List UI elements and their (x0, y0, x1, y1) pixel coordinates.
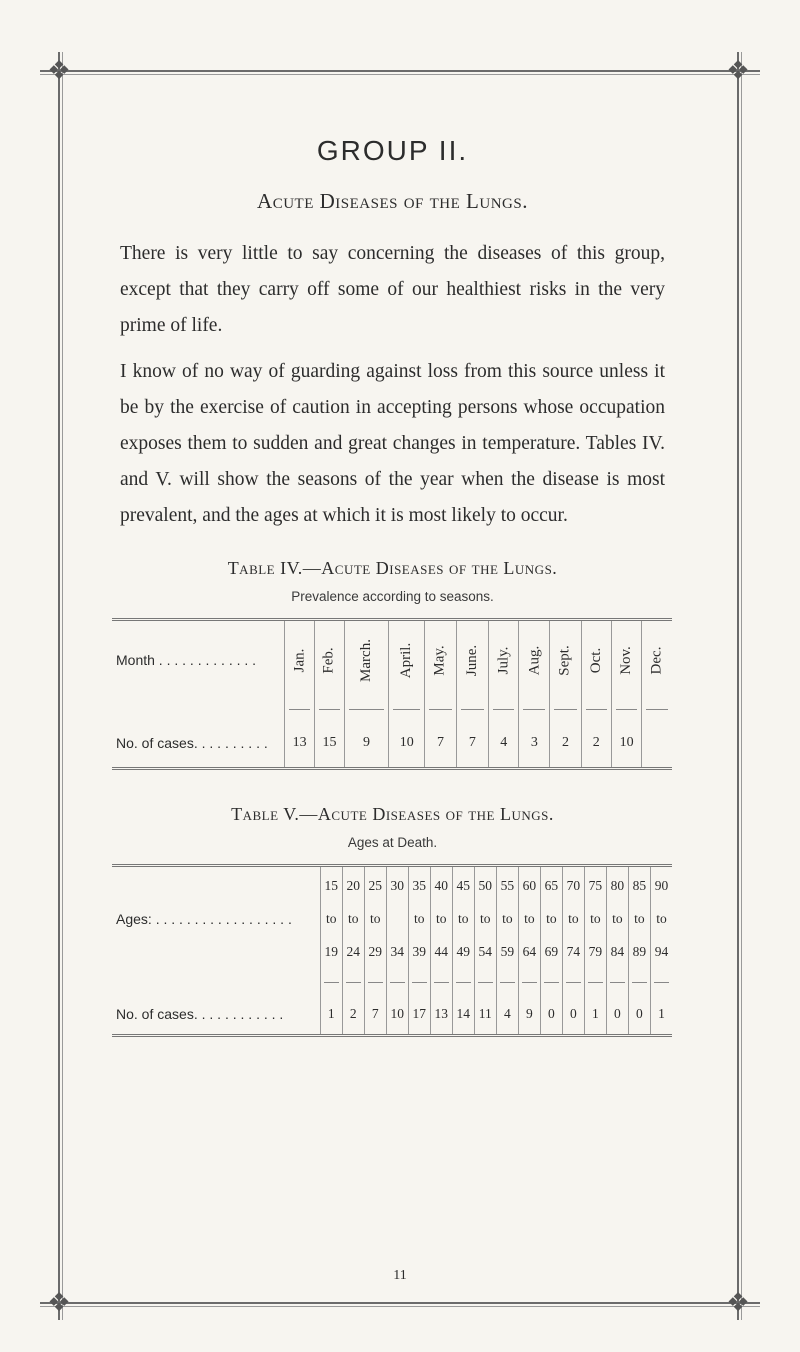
age-to: 54 (474, 932, 496, 972)
case-count: 7 (456, 719, 488, 769)
month-header: June. (456, 620, 488, 700)
age-to-word: to (474, 906, 496, 932)
age-to: 94 (650, 932, 672, 972)
month-header: July. (488, 620, 519, 700)
case-count (642, 719, 672, 769)
age-to-word: to (606, 906, 628, 932)
age-to-word: to (408, 906, 430, 932)
case-count: 2 (581, 719, 611, 769)
case-count: 4 (488, 719, 519, 769)
age-from: 50 (474, 866, 496, 906)
age-to-word: to (320, 906, 342, 932)
case-count: 0 (606, 994, 628, 1036)
case-count: 10 (611, 719, 642, 769)
ornament-corner-icon: ❖ (47, 1288, 71, 1318)
case-count: 10 (386, 994, 408, 1036)
case-count: 2 (550, 719, 581, 769)
age-from: 60 (518, 866, 540, 906)
month-header: May. (425, 620, 456, 700)
case-count: 7 (425, 719, 456, 769)
case-count: 1 (650, 994, 672, 1036)
case-count: 13 (285, 719, 315, 769)
age-from: 30 (386, 866, 408, 906)
case-count: 10 (388, 719, 424, 769)
month-header: Nov. (611, 620, 642, 700)
case-count: 1 (320, 994, 342, 1036)
age-from: 20 (342, 866, 364, 906)
age-to: 64 (518, 932, 540, 972)
month-header: Dec. (642, 620, 672, 700)
table-v-subtitle: Ages at Death. (347, 835, 438, 850)
paragraph: I know of no way of guarding against loss from this source unless it be by the exercise of caution in accepting persons whose occupation exposes them to sudden and great changes in temperature. Tables IV. and V. will show the seasons of the year when the disease is most prevalent, and the ages at which it is most likely to occur. (120, 361, 665, 526)
table-v-title: Table V.—Acute Diseases of the Lungs. (231, 804, 554, 824)
case-count: 17 (408, 994, 430, 1036)
age-from: 65 (540, 866, 562, 906)
age-to-word: to (430, 906, 452, 932)
age-from: 55 (496, 866, 518, 906)
age-to: 39 (408, 932, 430, 972)
age-to-word: to (540, 906, 562, 932)
month-header: March. (345, 620, 389, 700)
age-to: 84 (606, 932, 628, 972)
table-v (112, 864, 672, 1037)
age-from: 45 (452, 866, 474, 906)
row-label-cases: No. of cases. . . . . . . . . . . . (116, 1005, 284, 1022)
ornament-corner-icon: ❖ (47, 56, 71, 86)
frame-left-rule (58, 52, 63, 1320)
age-from: 80 (606, 866, 628, 906)
case-count: 15 (314, 719, 344, 769)
ornament-corner-icon: ❖ (726, 56, 750, 86)
ornament-corner-icon: ❖ (726, 1288, 750, 1318)
case-count: 0 (628, 994, 650, 1036)
age-to-word: to (584, 906, 606, 932)
age-from: 35 (408, 866, 430, 906)
month-header: Feb. (314, 620, 344, 700)
table-iv-title: Table IV.—Acute Diseases of the Lungs. (227, 558, 558, 578)
frame-top-rule (40, 70, 760, 75)
age-to-word: to (518, 906, 540, 932)
case-count: 3 (519, 719, 550, 769)
age-to-word: to (342, 906, 364, 932)
row-label-cases: No. of cases. . . . . . . . . . (116, 735, 268, 751)
row-label-month: Month . . . . . . . . . . . . . (116, 652, 257, 668)
case-count: 14 (452, 994, 474, 1036)
age-from: 75 (584, 866, 606, 906)
age-to-word: to (452, 906, 474, 932)
age-from: 25 (364, 866, 386, 906)
age-from: 90 (650, 866, 672, 906)
case-count: 1 (584, 994, 606, 1036)
table-iv (112, 618, 672, 770)
case-count: 11 (474, 994, 496, 1036)
age-to: 74 (562, 932, 584, 972)
case-count: 13 (430, 994, 452, 1036)
age-to-word (386, 906, 408, 932)
age-to: 44 (430, 932, 452, 972)
paragraph: There is very little to say concerning the diseases of this group, except that they carry off some of our healthiest risks in the very prime of life. (120, 243, 665, 336)
frame-right-rule (737, 52, 742, 1320)
case-count: 9 (345, 719, 389, 769)
page-number: 11 (393, 1268, 407, 1283)
age-from: 40 (430, 866, 452, 906)
month-header: Aug. (519, 620, 550, 700)
age-from: 70 (562, 866, 584, 906)
case-count: 0 (562, 994, 584, 1036)
age-to-word: to (562, 906, 584, 932)
age-to-word: to (628, 906, 650, 932)
age-from: 85 (628, 866, 650, 906)
age-to-word: to (364, 906, 386, 932)
age-to: 29 (364, 932, 386, 972)
age-to: 69 (540, 932, 562, 972)
month-header: Jan. (285, 620, 315, 700)
month-header: Oct. (581, 620, 611, 700)
case-count: 7 (364, 994, 386, 1036)
month-header: April. (388, 620, 424, 700)
group-heading: GROUP II. (316, 135, 469, 166)
table-iv-subtitle: Prevalence according to seasons. (291, 589, 494, 604)
age-to: 24 (342, 932, 364, 972)
section-title: Acute Diseases of the Lungs. (257, 189, 528, 213)
month-header: Sept. (550, 620, 581, 700)
age-to: 19 (320, 932, 342, 972)
case-count: 0 (540, 994, 562, 1036)
row-label-ages: Ages: . . . . . . . . . . . . . . . . . . (116, 910, 292, 927)
page-content (116, 135, 669, 1037)
age-to: 59 (496, 932, 518, 972)
frame-bottom-rule (40, 1302, 760, 1307)
age-to-word: to (650, 906, 672, 932)
case-count: 2 (342, 994, 364, 1036)
age-to-word: to (496, 906, 518, 932)
case-count: 4 (496, 994, 518, 1036)
age-to: 79 (584, 932, 606, 972)
age-from: 15 (320, 866, 342, 906)
age-to: 49 (452, 932, 474, 972)
age-to: 89 (628, 932, 650, 972)
case-count: 9 (518, 994, 540, 1036)
age-to: 34 (386, 932, 408, 972)
